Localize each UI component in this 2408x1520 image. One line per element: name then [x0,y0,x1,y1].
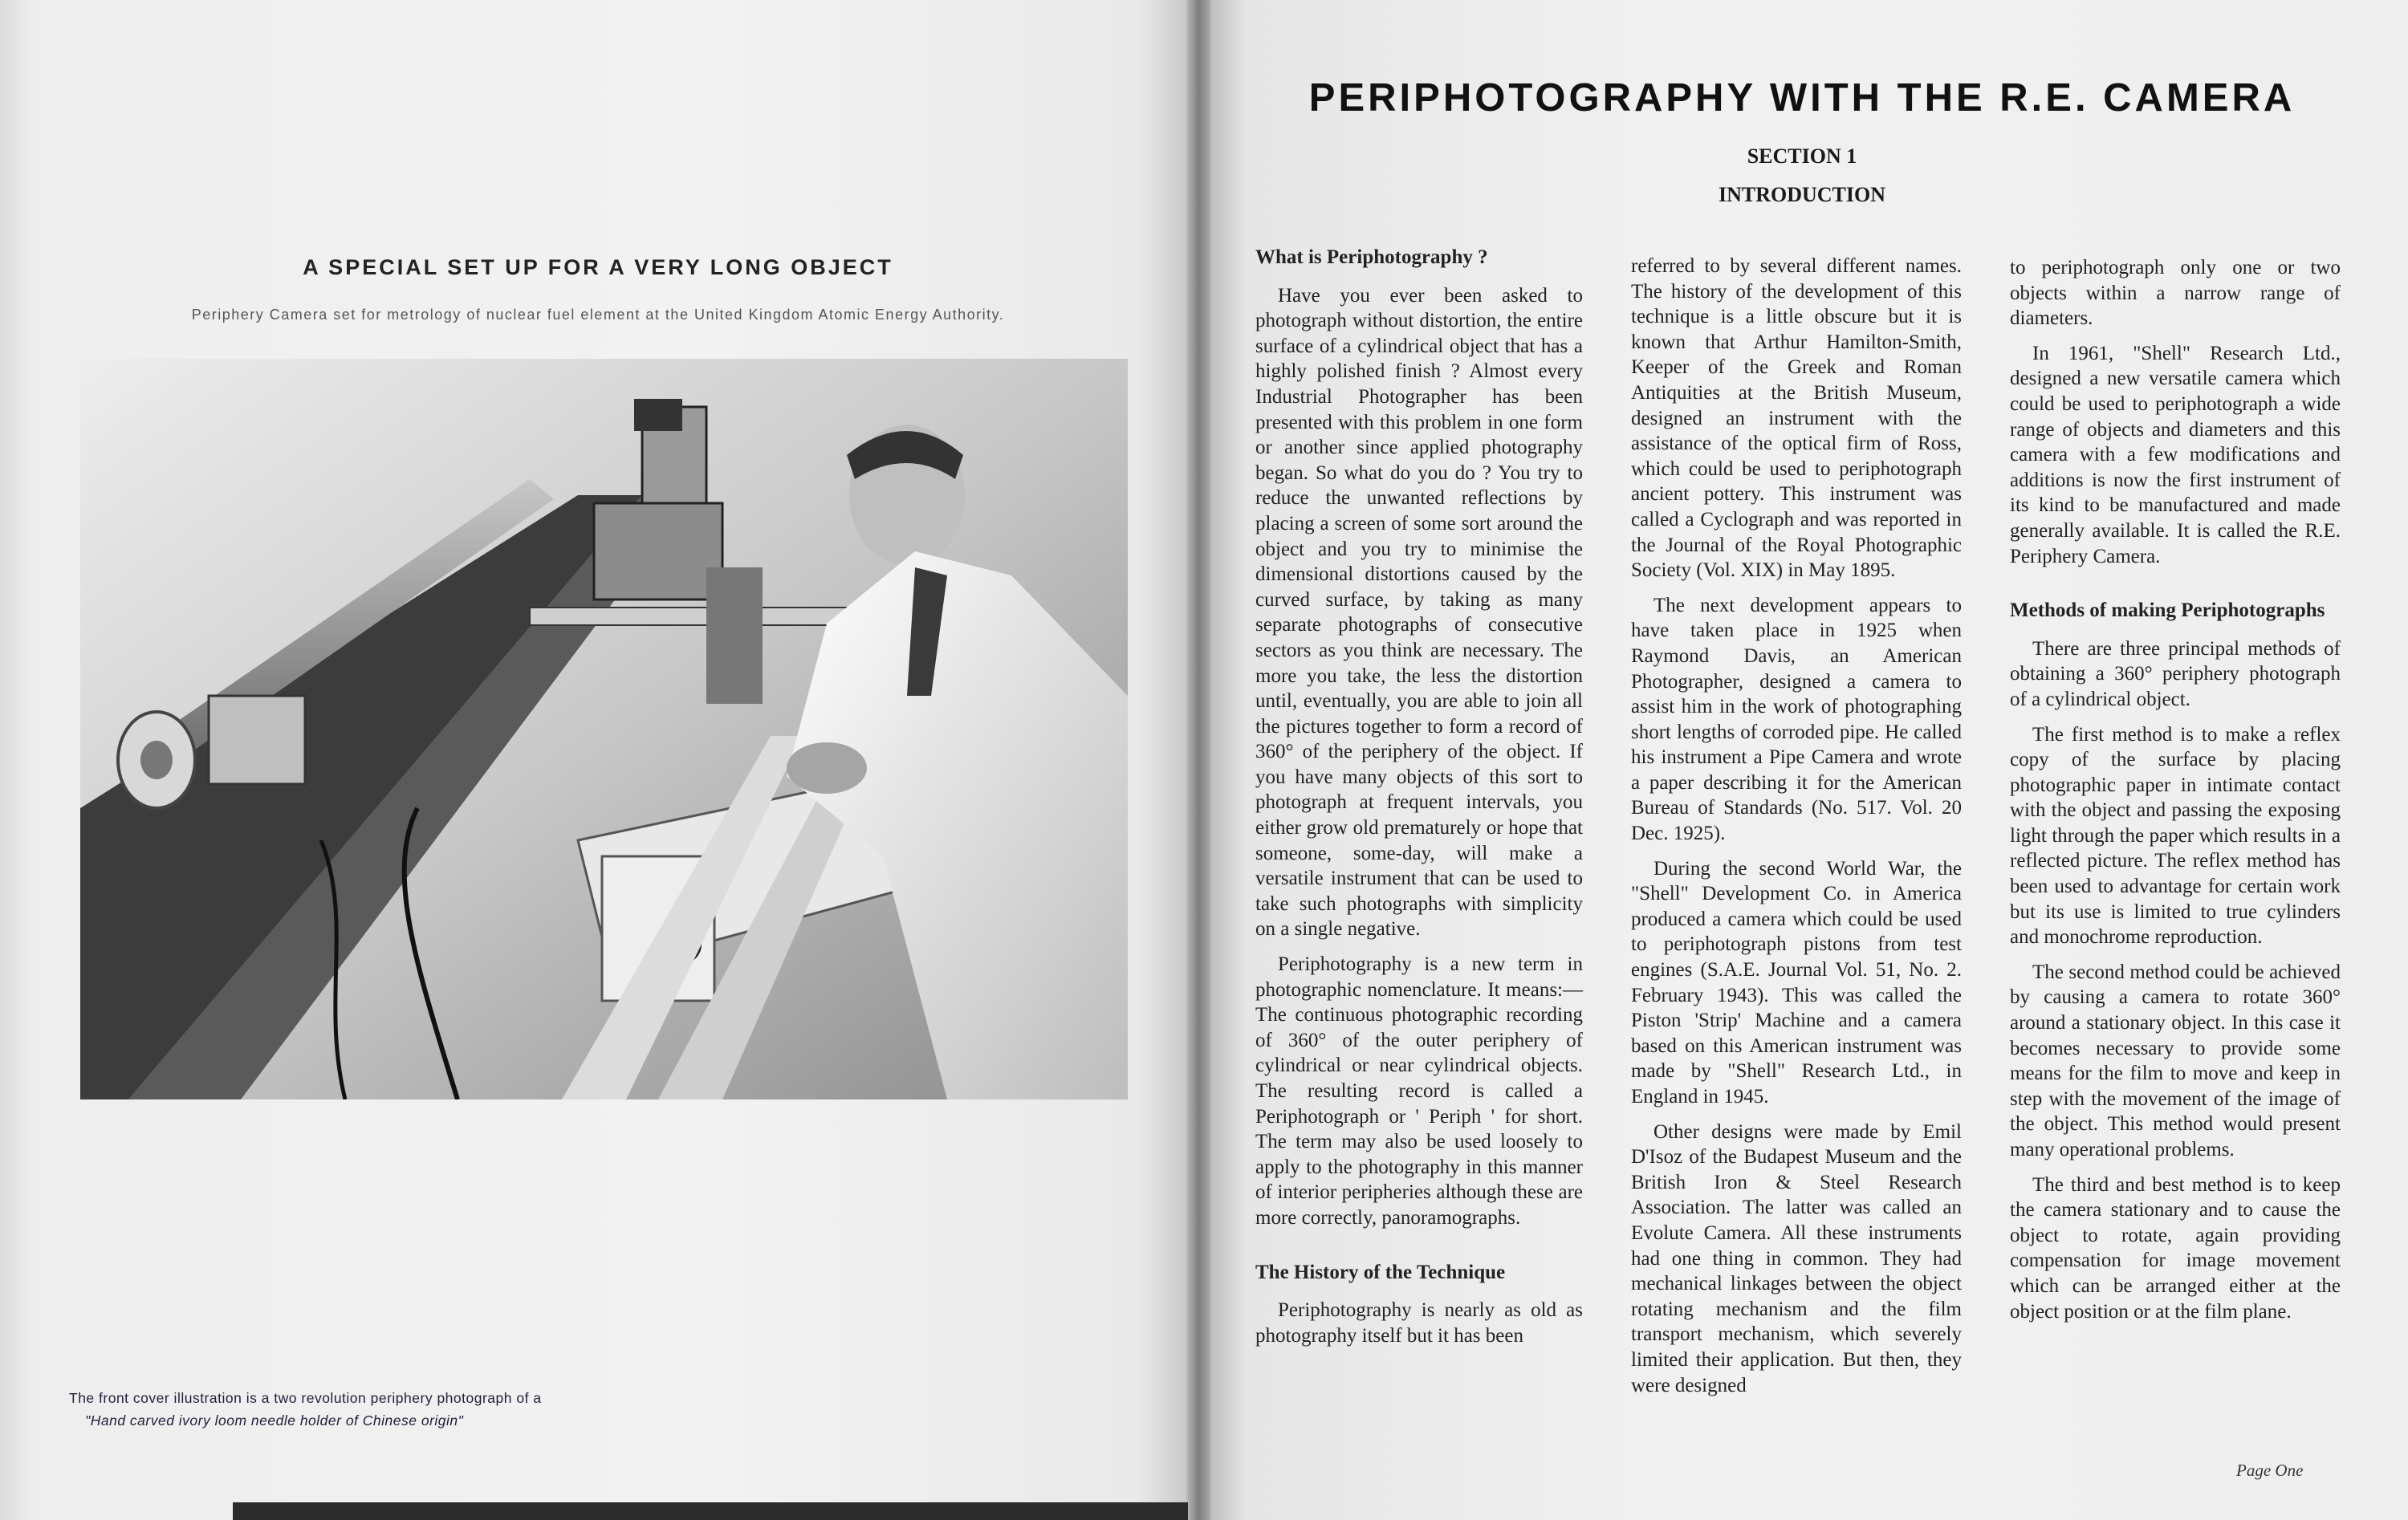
text-column-1 [1255,245,1583,1449]
paragraph: Periphotography is a new term in photographic nomenclature. It means:—The continuous photographic recording of 360° of the outer periphery of cylindrical or near cylindrical objects. The resulting record is called a Periphotograph or ' Periph ' for short. The term may also be used loosely to apply to the photography in this manner of interior peripheries although these are more correctly, panoramographs. [1255,953,1583,1229]
paragraph: The third and best method is to keep the camera stationary and to cause the object to rotate, again providing compensation for image movement which can be arranged either at the object position or at the film plane. [2010,1173,2341,1323]
section-number: SECTION 1 [1747,144,1857,168]
camera-setup-illustration [80,359,1128,1099]
page-number: Page One [2236,1461,2304,1480]
cover-note-line-2: "Hand carved ivory loom needle holder of Chinese origin" [85,1412,464,1429]
photo-subtitle: Periphery Camera set for metrology of nuclear fuel element at the United Kingdom Atomic Energy Authority. [191,307,1005,323]
paragraph: to periphotograph only one or two objects within a narrow range of diameters. [2010,257,2341,330]
paragraph: The second method could be achieved by causing a camera to rotate 360° around a stationary object. In this case it becomes necessary to provide some means for the film to move and keep in step with the movement of the image of the object. This method would present many operational problems. [2010,961,2341,1160]
cover-note-line-1: The front cover illustration is a two revolution periphery photograph of a [69,1390,542,1406]
paragraph: Have you ever been asked to photograph without distortion, the entire surface of a cylindrical object that has a highly polished finish ? Almost every Industrial Photographer has been presented with this problem in one form or another since applied photography began. So what do you do ? You try to reduce the unwanted reflections by placing a screen of some sort around the object and you try to minimise the dimensional distortions caused by the curved surface, by taking as many separate photographs of consecutive sectors as you think are necessary. The more you take, the less the distortion until, eventually, you are able to join all the pictures together to form a record of 360° of the periphery of the object. If you have many objects of this sort to photograph at frequent intervals, you either grow old prematurely or hope that someone, some-day, will make a versatile instrument that can be used to take such photographs with simplicity on a single negative. [1255,284,1583,941]
paragraph: In 1961, "Shell" Research Ltd., designed a new versatile camera which could be used to periphotograph a wide range of objects and diameters and this camera with a few modifications and additions is now the first instrument of its kind to be manufactured and made generally available. It is called the R.E. Periphery Camera. [2010,342,2341,567]
paragraph: Other designs were made by Emil D'Isoz of the Budapest Museum and the British Iron & Steel Research Association. The latter was called an Evolute Camera. All these instruments had one thing in common. They had mechanical linkages between the object rotating mechanism and the film transport mechanism, which severely limited their application. But then, they were designed [1631,1120,1962,1396]
paragraph: The first method is to make a reflex copy of the surface by placing photographic paper in intimate contact with the object and passing the exposing light through the paper which results in a reflected picture. The reflex method has been used to advantage for certain work but its use is limited to true cylinders and monochrome reproduction. [2010,723,2341,949]
cover-illustration-note [69,1387,759,1432]
text-column-2 [1631,254,1962,1457]
paragraph: Periphotography is nearly as old as photography itself but it has been [1255,1299,1583,1347]
heading-what-is-periphotography: What is Periphotography ? [1255,246,1488,268]
heading-history: The History of the Technique [1255,1261,1506,1283]
paragraph: referred to by several different names. The history of the development of this technique is a little obscure but it is known that Arthur Hamilton-Smith, Keeper of the Greek and Roman Antiquities at the British Museum, designed an instrument with the assistance of the optical firm of Ross, which could be used to periphotograph ancient pottery. This instrument was called a Cyclograph and was reported in the Journal of the Royal Photographic Society (Vol. XIX) in May 1895. [1631,255,1962,582]
paragraph: During the second World War, the "Shell" Development Co. in America produced a camera which could be used to periphotograph pistons from test engines (S.A.E. Journal Vol. 51, No. 2. February 1943). This was called the Piston 'Strip' Machine and a camera based on this American instrument was made by "Shell" Research Ltd., in England in 1945. [1631,857,1962,1107]
camera-setup-photo [80,359,1128,1099]
photo-title: A SPECIAL SET UP FOR A VERY LONG OBJECT [303,255,893,279]
paragraph: There are three principal methods of obtaining a 360° periphery photograph of a cylindrical object. [2010,637,2341,710]
section-name: INTRODUCTION [1718,183,1886,206]
page-title: PERIPHOTOGRAPHY WITH THE R.E. CAMERA [1308,76,2296,120]
heading-methods: Methods of making Periphotographs [2010,599,2325,622]
paragraph: The next development appears to have taken place in 1925 when Raymond Davis, an American Photographer, designed a camera to assist him in the work of photographing short lengths of corroded pipe. He called his instrument a Pipe Camera and wrote a paper describing it for the American Bureau of Standards (No. 517. Vol. 20 Dec. 1925). [1631,594,1962,845]
page-edge-shadow [233,1502,1188,1520]
book-gutter [1186,0,1210,1520]
text-column-3 [2010,255,2341,1459]
